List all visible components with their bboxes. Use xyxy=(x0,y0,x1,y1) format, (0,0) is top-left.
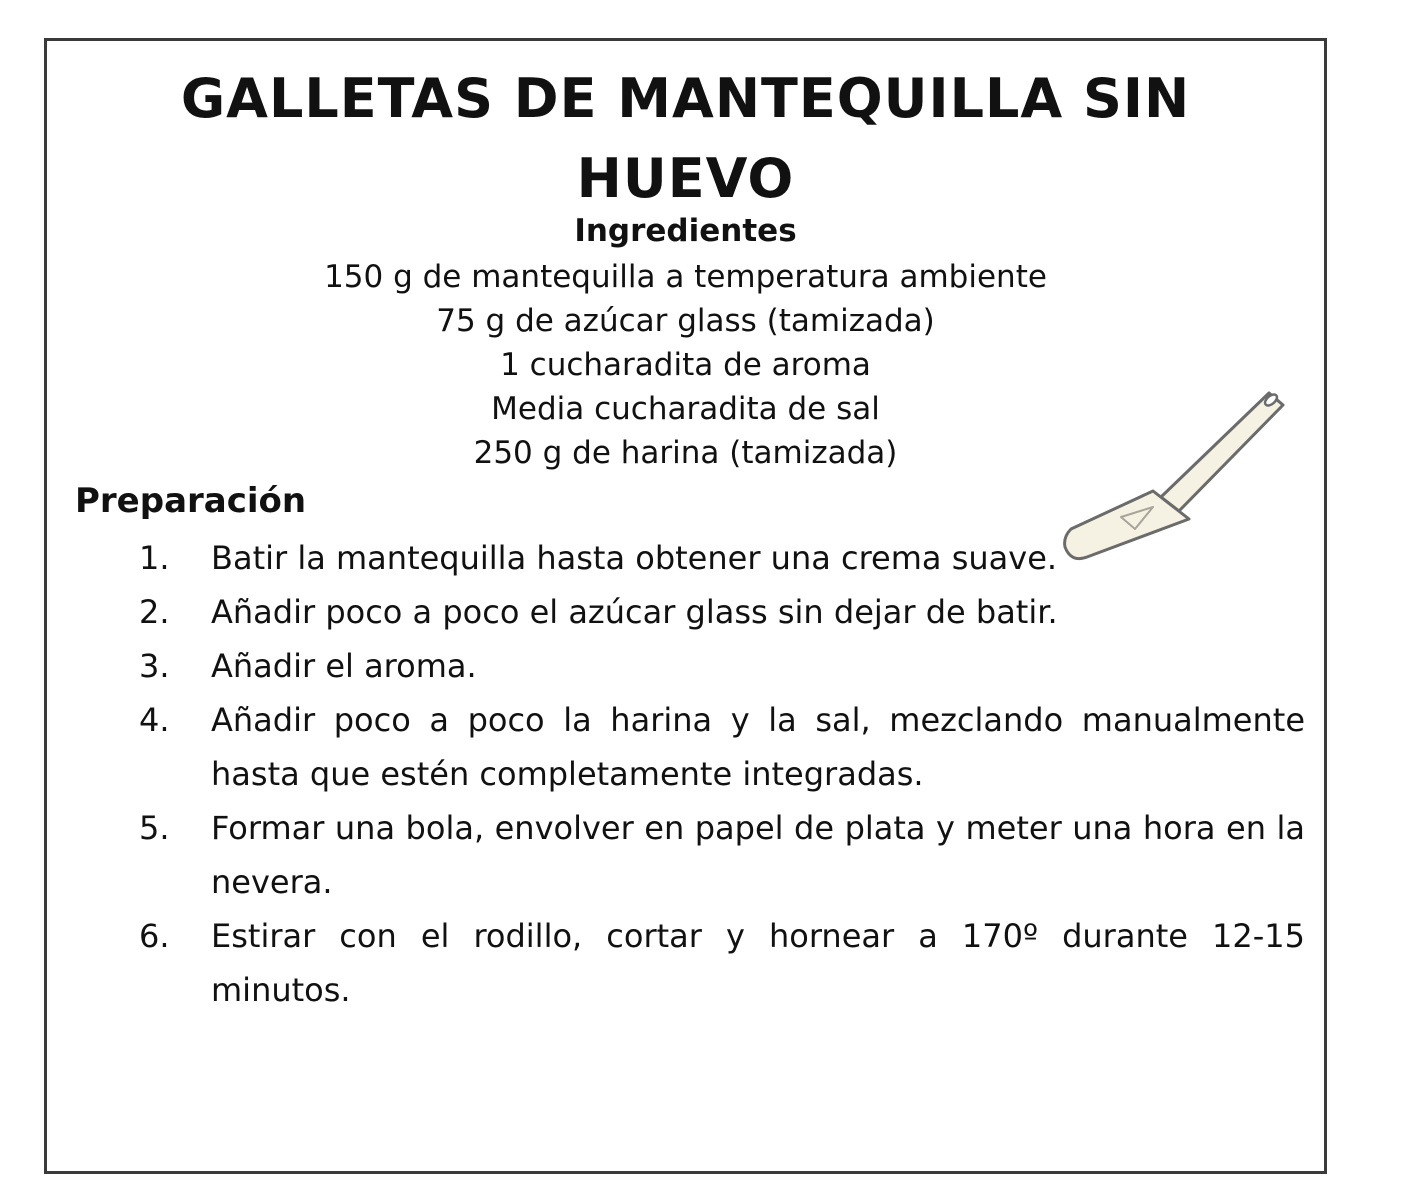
step-number: 4. xyxy=(139,701,170,739)
step-number: 6. xyxy=(139,917,170,955)
step-item xyxy=(139,639,1305,693)
step-text: Añadir poco a poco el azúcar glass sin dejar de batir. xyxy=(211,593,1058,631)
step-number: 1. xyxy=(139,539,170,577)
recipe-title-line-2: HUEVO xyxy=(576,147,795,210)
step-text: Batir la mantequilla hasta obtener una crema suave. xyxy=(211,539,1058,577)
step-item xyxy=(139,585,1305,639)
ingredients-heading: Ingredientes xyxy=(574,213,797,249)
ingredient-item: 250 g de harina (tamizada) xyxy=(473,435,898,471)
step-number: 2. xyxy=(139,593,170,631)
preparation-heading: Preparación xyxy=(75,481,307,521)
recipe-title xyxy=(47,59,1324,219)
step-item xyxy=(139,801,1305,909)
ingredient-item: 1 cucharadita de aroma xyxy=(500,347,871,383)
recipe-title-line-1: GALLETAS DE MANTEQUILLA SIN xyxy=(180,67,1191,130)
step-number: 5. xyxy=(139,809,170,847)
step-item xyxy=(139,531,1305,585)
step-text: Añadir el aroma. xyxy=(211,647,477,685)
ingredient-item: 150 g de mantequilla a temperatura ambiente xyxy=(324,259,1047,295)
step-text: Formar una bola, envolver en papel de plata y meter una hora en la nevera. xyxy=(211,809,1305,901)
step-text: Estirar con el rodillo, cortar y hornear a 170º durante 12-15 minutos. xyxy=(211,917,1305,1009)
step-item xyxy=(139,909,1305,1017)
ingredient-item: Media cucharadita de sal xyxy=(491,391,880,427)
recipe-card xyxy=(44,38,1327,1174)
ingredient-item: 75 g de azúcar glass (tamizada) xyxy=(436,303,935,339)
step-text: Añadir poco a poco la harina y la sal, mezclando manualmente hasta que estén completamente integradas. xyxy=(211,701,1305,793)
step-item xyxy=(139,693,1305,801)
step-number: 3. xyxy=(139,647,170,685)
preparation-steps xyxy=(139,531,1305,1017)
